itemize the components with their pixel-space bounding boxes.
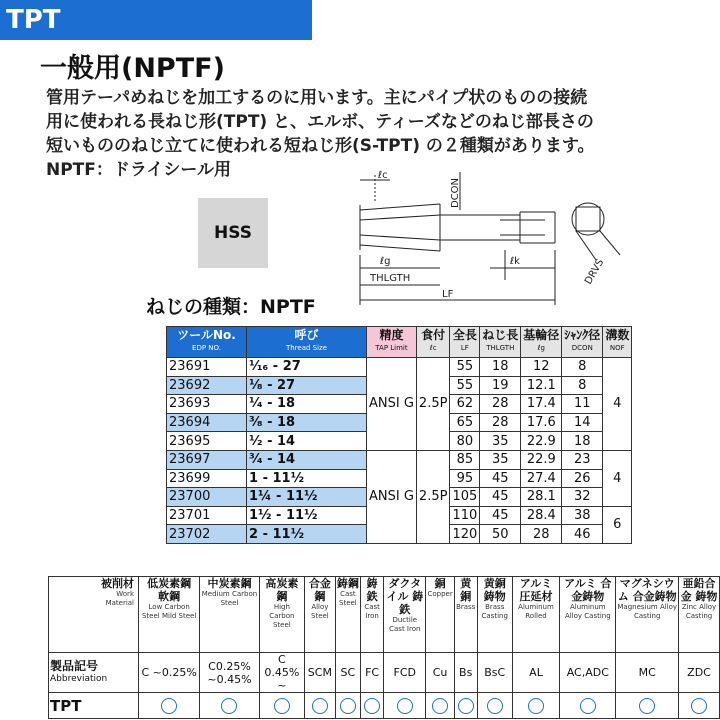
circle-icon (221, 698, 237, 714)
thlgth-cell: 45 (480, 506, 521, 525)
edp-cell: 23692 (167, 376, 247, 395)
abbreviation-cell: SCM (305, 653, 336, 693)
material-header: 亜鉛合金 鋳物 Zinc Alloy Casting (679, 577, 720, 653)
dcon-cell: 32 (562, 488, 603, 507)
tpt-label: TPT (49, 693, 139, 719)
thlgth-cell: 28 (480, 413, 521, 432)
material-header: 中炭素鋼 Medium Carbon Steel (200, 577, 259, 653)
thlgth-cell: 45 (480, 488, 521, 507)
lg-cell: 28 (521, 525, 562, 544)
material-header: 黄銅 鋳物 Brass Casting (477, 577, 512, 653)
lf-cell: 55 (450, 358, 480, 377)
label-lf: LF (442, 289, 454, 300)
lf-cell: 120 (450, 525, 480, 544)
size-cell: 2 - 11½ (247, 525, 367, 544)
circle-icon (312, 698, 328, 714)
label-drvs: DRVS (583, 257, 607, 287)
dcon-cell: 14 (562, 413, 603, 432)
thlgth-cell: 45 (480, 469, 521, 488)
size-cell: ³⁄₈ - 18 (247, 413, 367, 432)
edp-cell: 23701 (167, 506, 247, 525)
label-lk: ℓk (510, 256, 520, 267)
dcon-cell: 8 (562, 376, 603, 395)
lg-cell: 22.9 (521, 432, 562, 451)
lg-cell: 17.4 (521, 395, 562, 414)
dcon-cell: 38 (562, 506, 603, 525)
abbreviation-row (49, 653, 720, 693)
header-thlgth: ねじ長 THLGTH (480, 327, 521, 358)
lg-cell: 12 (521, 358, 562, 377)
size-cell: 1½ - 11½ (247, 506, 367, 525)
suitability-cell (200, 693, 259, 719)
suitability-cell (477, 693, 512, 719)
suitability-cell (512, 693, 560, 719)
size-cell: ¹⁄₈ - 27 (247, 376, 367, 395)
circle-icon (364, 698, 380, 714)
material-header: 合金鋼 Alloy Steel (305, 577, 336, 653)
lf-cell: 110 (450, 506, 480, 525)
abbreviation-cell: C ~0.25% (139, 653, 200, 693)
label-thlgth: THLGTH (370, 273, 411, 284)
dcon-cell: 26 (562, 469, 603, 488)
lf-cell: 95 (450, 469, 480, 488)
tap-diagram (330, 160, 650, 310)
lf-cell: 55 (450, 376, 480, 395)
page-title: 一般用(NPTF) (40, 53, 225, 84)
suitability-cell (259, 693, 304, 719)
abbreviation-cell: Bs (454, 653, 477, 693)
material-table (48, 576, 720, 719)
lg-cell: 28.4 (521, 506, 562, 525)
edp-cell: 23695 (167, 432, 247, 451)
abbreviation-cell: C 0.45% ~ (259, 653, 304, 693)
abbreviation-cell: SC (335, 653, 360, 693)
material-header: 黄銅 Brass (454, 577, 477, 653)
size-cell: 1 - 11½ (247, 469, 367, 488)
circle-icon (274, 698, 290, 714)
nof-cell: 4 (603, 450, 632, 506)
lc-cell: 2.5P (416, 358, 450, 451)
thlgth-cell: 50 (480, 525, 521, 544)
thlgth-cell: 28 (480, 395, 521, 414)
lg-cell: 12.1 (521, 376, 562, 395)
suitability-cell (384, 693, 426, 719)
lg-cell: 28.1 (521, 488, 562, 507)
abbreviation-cell: ZDC (679, 653, 720, 693)
description-line: 用に使われる長ねじ形(TPT) と、エルボ、ティーズなどのねじ部長さの (46, 112, 594, 132)
label-dcon: DCON (450, 177, 461, 208)
suitability-cell (426, 693, 454, 719)
nof-cell: 4 (603, 358, 632, 451)
circle-icon (458, 698, 474, 714)
spec-table (166, 326, 632, 544)
suitability-cell (560, 693, 616, 719)
thread-type-title: ねじの種類：NPTF (146, 296, 316, 318)
thlgth-cell: 18 (480, 358, 521, 377)
suitability-cell (616, 693, 679, 719)
edp-cell: 23697 (167, 450, 247, 469)
table-row (167, 450, 632, 469)
thlgth-cell: 19 (480, 376, 521, 395)
dcon-cell: 18 (562, 432, 603, 451)
abbreviation-cell: FCD (384, 653, 426, 693)
edp-cell: 23693 (167, 395, 247, 414)
nof-cell: 6 (603, 506, 632, 543)
lf-cell: 80 (450, 432, 480, 451)
header-limit: 精度 TAP Limit (367, 327, 417, 358)
material-header: 低炭素鋼 軟鋼 Low Carbon Steel Mild Steel (139, 577, 200, 653)
dcon-cell: 23 (562, 450, 603, 469)
material-badge: HSS (198, 198, 268, 268)
edp-cell: 23699 (167, 469, 247, 488)
circle-icon (487, 698, 503, 714)
circle-icon (340, 698, 356, 714)
suitability-cell (335, 693, 360, 719)
header-dcon: ｼｬﾝｸ径 DCON (562, 327, 603, 358)
tpt-row (49, 693, 720, 719)
abbreviation-cell: FC (361, 653, 384, 693)
material-header: 高炭素鋼 High Carbon Steel (259, 577, 304, 653)
header-edp: ツールNo. EDP NO. (167, 327, 247, 358)
limit-cell: ANSI G (367, 358, 417, 451)
material-header: マグネシウム 合金鋳物 Magnesium Alloy Casting (616, 577, 679, 653)
thlgth-cell: 35 (480, 432, 521, 451)
circle-icon (580, 698, 596, 714)
description-line: 管用テーパめねじを加工するのに用います。主にパイプ状のものの接続 (46, 88, 588, 108)
abbreviation-cell: BsC (477, 653, 512, 693)
abbreviation-cell: AC,ADC (560, 653, 616, 693)
material-header: ダクタイル 鋳鉄 Ductile Cast Iron (384, 577, 426, 653)
table-row (167, 358, 632, 377)
lc-cell: 2.5P (416, 450, 450, 543)
abbreviation-cell: C0.25% ~0.45% (200, 653, 259, 693)
edp-cell: 23702 (167, 525, 247, 544)
material-header: アルミ 圧延材 Aluminum Rolled (512, 577, 560, 653)
size-cell: 1¼ - 11½ (247, 488, 367, 507)
thlgth-cell: 35 (480, 450, 521, 469)
dcon-cell: 11 (562, 395, 603, 414)
lf-cell: 65 (450, 413, 480, 432)
circle-icon (432, 698, 448, 714)
size-cell: ¹⁄₁₆ - 27 (247, 358, 367, 377)
header-lg: 基輪径 ℓg (521, 327, 562, 358)
lf-cell: 105 (450, 488, 480, 507)
circle-icon (528, 698, 544, 714)
description-line: NPTF：ドライシール用 (46, 160, 232, 180)
abbreviation-cell: MC (616, 653, 679, 693)
material-header: 鋳鋼 Cast Steel (335, 577, 360, 653)
suitability-cell (361, 693, 384, 719)
spec-header-row (167, 327, 632, 358)
description-line: 短いもののねじ立てに使われる短ねじ形(S-TPT) の２種類があります。 (46, 136, 595, 156)
material-header: 銅 Copper (426, 577, 454, 653)
dcon-cell: 46 (562, 525, 603, 544)
suitability-cell (679, 693, 720, 719)
label-lc: ℓc (378, 170, 388, 181)
header-nof: 溝数 NOF (603, 327, 632, 358)
size-cell: ¹⁄₂ - 14 (247, 432, 367, 451)
suitability-cell (139, 693, 200, 719)
suitability-cell (305, 693, 336, 719)
material-header: 鋳鉄 Cast Iron (361, 577, 384, 653)
lf-cell: 85 (450, 450, 480, 469)
lg-cell: 27.4 (521, 469, 562, 488)
circle-icon (397, 698, 413, 714)
material-header: アルミ 合金鋳物 Aluminum Alloy Casting (560, 577, 616, 653)
size-cell: ¹⁄₄ - 18 (247, 395, 367, 414)
material-header-row (49, 577, 720, 653)
circle-icon (639, 698, 655, 714)
dcon-cell: 8 (562, 358, 603, 377)
edp-cell: 23694 (167, 413, 247, 432)
label-lg: ℓg (380, 256, 391, 267)
limit-cell: ANSI G (367, 450, 417, 543)
circle-icon (161, 698, 177, 714)
suitability-cell (454, 693, 477, 719)
abbreviation-cell: Cu (426, 653, 454, 693)
edp-cell: 23700 (167, 488, 247, 507)
edp-cell: 23691 (167, 358, 247, 377)
circle-icon (691, 698, 707, 714)
size-cell: ³⁄₄ - 14 (247, 450, 367, 469)
header-lf: 全長 LF (450, 327, 480, 358)
header-lc: 食付 ℓc (416, 327, 450, 358)
header-size: 呼び Thread Size (247, 327, 367, 358)
abbreviation-label: 製品記号 Abbreviation (49, 653, 139, 693)
lf-cell: 62 (450, 395, 480, 414)
lg-cell: 22.9 (521, 450, 562, 469)
lg-cell: 17.6 (521, 413, 562, 432)
work-material-corner: 被削材 Work Material (49, 577, 139, 653)
abbreviation-cell: AL (512, 653, 560, 693)
section-banner: TPT (0, 0, 312, 40)
